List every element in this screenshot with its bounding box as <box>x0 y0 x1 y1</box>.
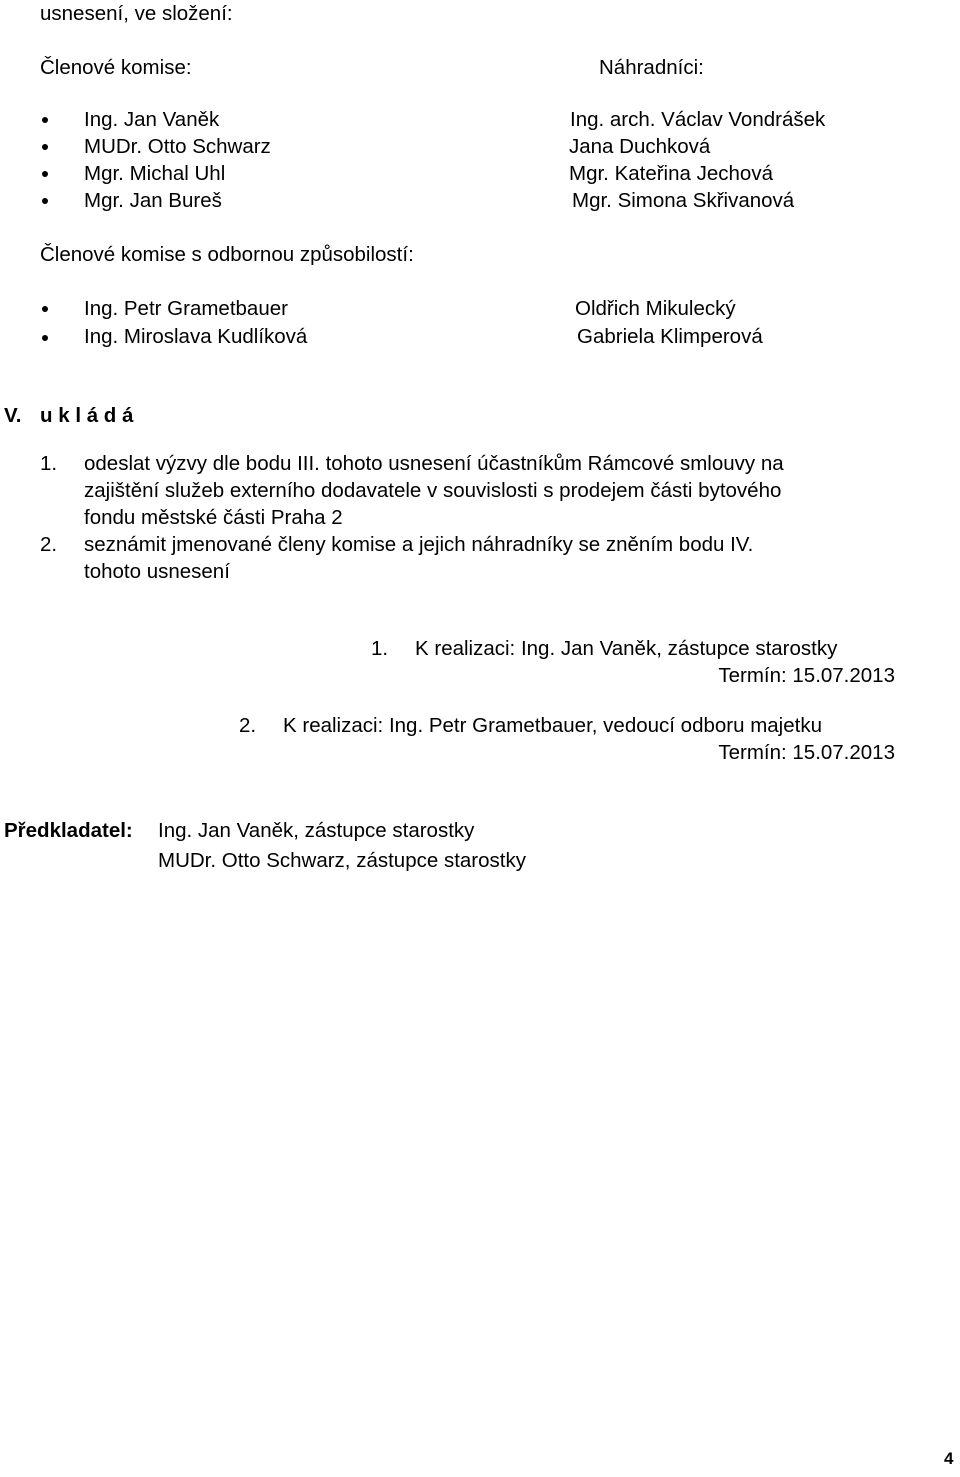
submitter-label: Předkladatel: <box>4 819 133 842</box>
section-numeral: V. <box>4 404 22 427</box>
substitute-item: Mgr. Simona Skřivanová <box>572 189 795 212</box>
bullet-icon <box>42 335 48 341</box>
member-item: Ing. Jan Vaněk <box>84 108 220 131</box>
item-line: tohoto usnesení <box>84 560 230 583</box>
substitute-item: Jana Duchková <box>569 135 711 158</box>
realization-number: 1. <box>371 637 389 660</box>
expert-heading: Členové komise s odbornou způsobilostí: <box>40 243 414 266</box>
expert-substitute-item: Oldřich Mikulecký <box>575 297 736 320</box>
item-line: fondu městské části Praha 2 <box>84 506 343 529</box>
member-item: Mgr. Michal Uhl <box>84 162 226 185</box>
item-number: 2. <box>40 533 58 556</box>
submitter-name: Ing. Jan Vaněk, zástupce starostky <box>158 819 475 842</box>
expert-member-item: Ing. Miroslava Kudlíková <box>84 325 308 348</box>
realization-text: K realizaci: Ing. Petr Grametbauer, vedoucí odboru majetku <box>283 714 822 737</box>
item-line: zajištění služeb externího dodavatele v souvislosti s prodejem části bytového <box>84 479 782 502</box>
submitter-name: MUDr. Otto Schwarz, zástupce starostky <box>158 849 526 872</box>
intro-text: usnesení, ve složení: <box>40 2 233 25</box>
expert-member-item: Ing. Petr Grametbauer <box>84 297 288 320</box>
bullet-icon <box>42 171 48 177</box>
substitute-item: Mgr. Kateřina Jechová <box>569 162 773 185</box>
bullet-icon <box>42 198 48 204</box>
realization-text: K realizaci: Ing. Jan Vaněk, zástupce starostky <box>415 637 838 660</box>
member-item: MUDr. Otto Schwarz <box>84 135 271 158</box>
bullet-icon <box>42 144 48 150</box>
item-line: odeslat výzvy dle bodu III. tohoto usnesení účastníkům Rámcové smlouvy na <box>84 452 784 475</box>
item-line: seznámit jmenované členy komise a jejich náhradníky se zněním bodu IV. <box>84 533 754 556</box>
bullet-icon <box>42 306 48 312</box>
page-number: 4 <box>944 1449 954 1468</box>
section-title: u k l á d á <box>40 404 134 427</box>
realization-deadline: Termín: 15.07.2013 <box>718 741 895 764</box>
members-heading: Členové komise: <box>40 56 192 79</box>
realization-deadline: Termín: 15.07.2013 <box>718 664 895 687</box>
item-number: 1. <box>40 452 58 475</box>
expert-substitute-item: Gabriela Klimperová <box>577 325 763 348</box>
substitutes-heading: Náhradníci: <box>599 56 704 79</box>
bullet-icon <box>42 117 48 123</box>
member-item: Mgr. Jan Bureš <box>84 189 222 212</box>
substitute-item: Ing. arch. Václav Vondrášek <box>570 108 826 131</box>
realization-number: 2. <box>239 714 257 737</box>
